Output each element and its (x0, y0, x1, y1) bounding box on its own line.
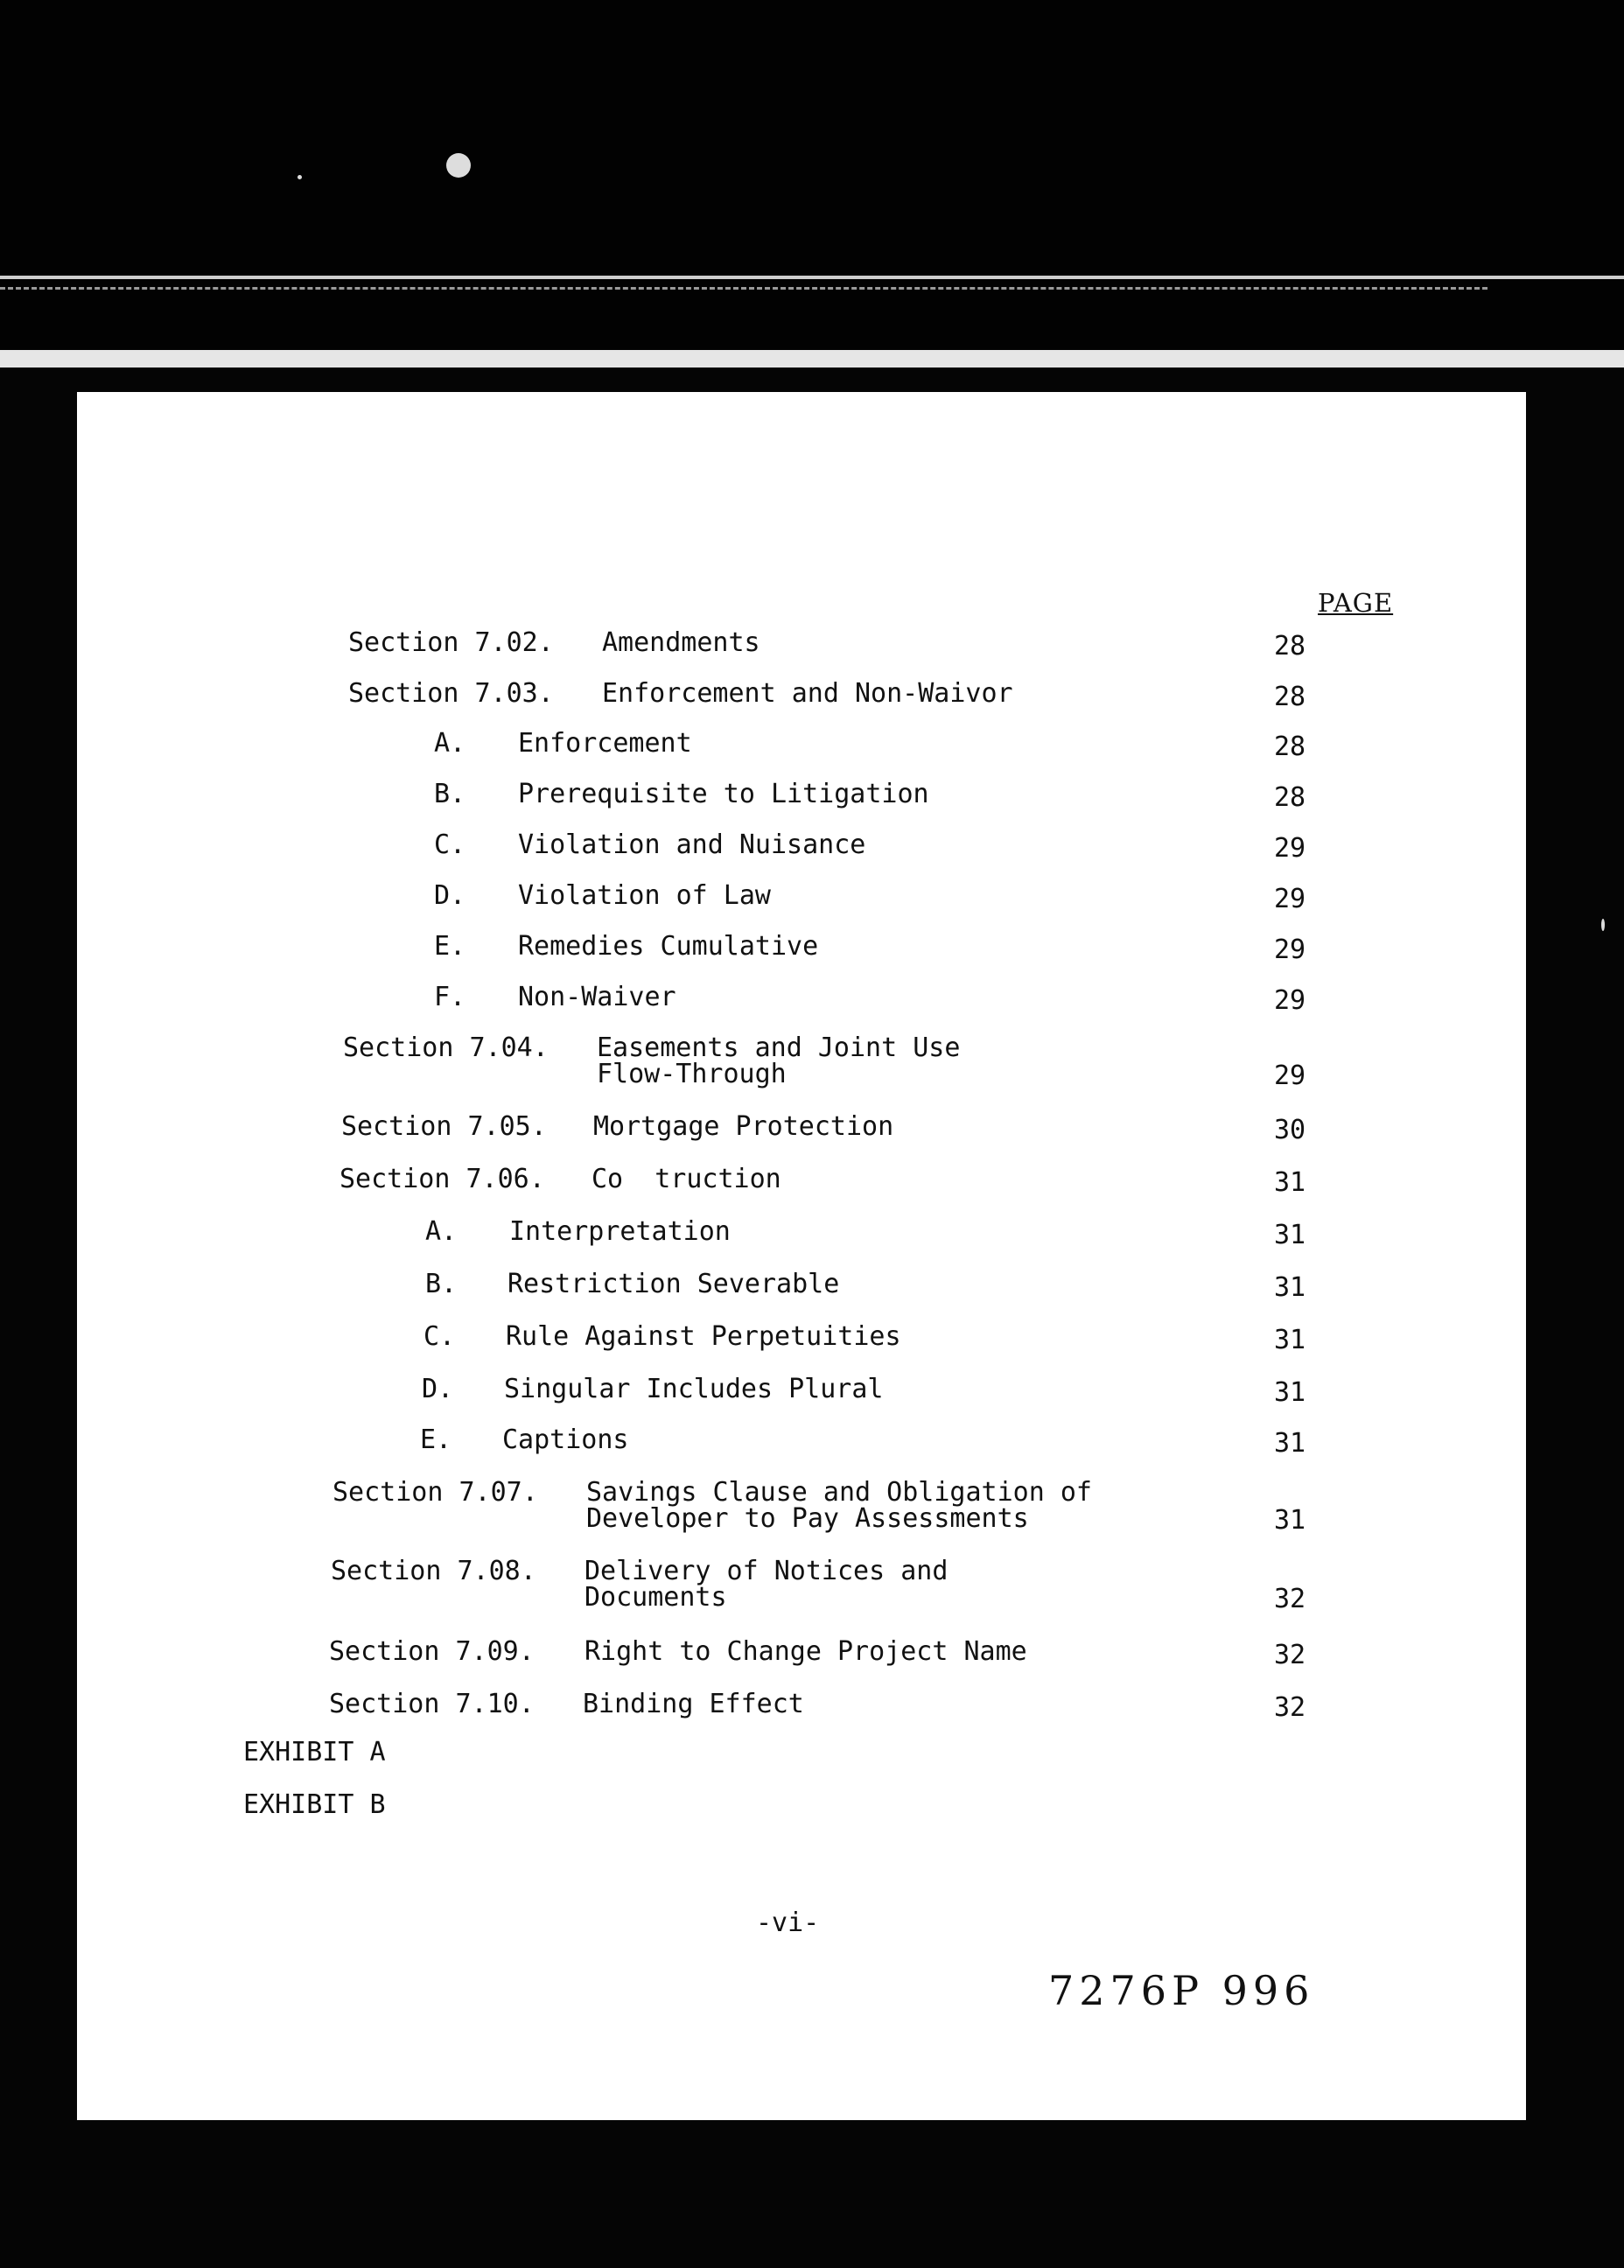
toc-title: Interpretation (509, 1216, 731, 1247)
toc-section-number: E. (434, 931, 466, 962)
toc-section-number: Section 7.02. (348, 627, 554, 658)
toc-section-number: Section 7.05. (341, 1111, 547, 1142)
toc-entry (77, 627, 1526, 682)
toc-title: Co truction (592, 1164, 781, 1194)
toc-entry (77, 984, 1526, 1037)
scan-line (0, 276, 1624, 279)
toc-title: Delivery of Notices and Documents (584, 1556, 948, 1613)
page-number: -vi- (756, 1908, 820, 1938)
toc-entry (77, 1111, 1526, 1166)
toc-entry (77, 1691, 1526, 1744)
toc-entry (77, 832, 1526, 885)
toc-section-number: Section 7.07. (332, 1477, 538, 1508)
toc-section-number: F. (434, 982, 466, 1012)
toc-title: Binding Effect (583, 1689, 804, 1719)
toc-page: 30 (1274, 1115, 1306, 1145)
toc-page: 29 (1274, 1060, 1306, 1091)
exhibit-label: EXHIBIT B (243, 1789, 386, 1820)
toc-title: Savings Clause and Obligation of Developer to Pay Assessments (586, 1477, 1092, 1534)
toc-title: Right to Change Project Name (584, 1636, 1027, 1667)
toc-page: 29 (1274, 934, 1306, 965)
toc-section-number: A. (434, 728, 466, 759)
toc-entry (77, 1216, 1526, 1271)
toc-title: Singular Includes Plural (504, 1374, 884, 1404)
toc-title: Easements and Joint Use Flow-Through (597, 1032, 961, 1089)
toc-entry (77, 1558, 1526, 1637)
toc-title: Restriction Severable (508, 1269, 840, 1299)
toc-entry (77, 880, 1526, 935)
toc-entry (77, 1321, 1526, 1376)
toc-entry (77, 728, 1526, 783)
toc-page: 29 (1274, 985, 1306, 1016)
toc-page: 28 (1274, 732, 1306, 762)
toc-entry (77, 678, 1526, 733)
scan-speck (446, 153, 471, 178)
toc-page: 28 (1274, 682, 1306, 712)
toc-page: 31 (1274, 1377, 1306, 1408)
toc-page: 32 (1274, 1692, 1306, 1723)
toc-page: 31 (1274, 1428, 1306, 1459)
toc-page: 31 (1274, 1505, 1306, 1536)
toc-section-number: C. (424, 1321, 456, 1352)
toc-page: 32 (1274, 1640, 1306, 1670)
toc-entry (77, 781, 1526, 834)
toc-entry (77, 1271, 1526, 1324)
toc-entry (77, 1376, 1526, 1429)
toc-title: Remedies Cumulative (518, 931, 819, 962)
toc-title: Amendments (602, 627, 760, 658)
toc-title: Enforcement (518, 728, 692, 759)
toc-page: 31 (1274, 1272, 1306, 1303)
scan-dashed-line (0, 287, 1488, 290)
toc-title: Mortgage Protection (593, 1111, 894, 1142)
toc-entry (77, 1477, 1526, 1558)
toc-entry (77, 1424, 1526, 1480)
toc-section-number: Section 7.10. (329, 1689, 535, 1719)
toc-section-number: Section 7.03. (348, 678, 554, 709)
recording-stamp: 7276P 996 (1048, 1967, 1315, 2014)
toc-page: 32 (1274, 1584, 1306, 1614)
toc-entry (77, 1636, 1526, 1691)
toc-title: Prerequisite to Litigation (518, 779, 929, 809)
toc-section-number: D. (422, 1374, 454, 1404)
scan-dark-margin (0, 0, 1624, 350)
document-page (77, 392, 1526, 2120)
scan-band (0, 350, 1624, 368)
toc-section-number: C. (434, 830, 466, 860)
toc-entry (77, 931, 1526, 986)
toc-page: 29 (1274, 884, 1306, 914)
toc-section-number: Section 7.08. (331, 1556, 536, 1586)
toc-section-number: B. (434, 779, 466, 809)
scan-speck (1601, 919, 1605, 931)
exhibit-entry (77, 1789, 1526, 1844)
toc-page: 31 (1274, 1325, 1306, 1355)
exhibit-label: EXHIBIT A (243, 1737, 386, 1768)
toc-title: Violation of Law (518, 880, 771, 911)
toc-page: 31 (1274, 1220, 1306, 1250)
toc-page: 28 (1274, 631, 1306, 662)
exhibit-entry (77, 1737, 1526, 1792)
toc-section-number: E. (420, 1424, 452, 1455)
toc-section-number: A. (425, 1216, 458, 1247)
toc-section-number: Section 7.04. (343, 1032, 549, 1063)
toc-page: 29 (1274, 833, 1306, 864)
toc-entry (77, 1166, 1526, 1219)
toc-title: Non-Waiver (518, 982, 676, 1012)
toc-title: Enforcement and Non-Waivor (602, 678, 1013, 709)
toc-entry (77, 1032, 1526, 1114)
toc-title: Captions (502, 1424, 629, 1455)
toc-section-number: B. (425, 1269, 458, 1299)
toc-title: Violation and Nuisance (518, 830, 866, 860)
toc-page: 31 (1274, 1167, 1306, 1198)
toc-section-number: D. (434, 880, 466, 911)
toc-section-number: Section 7.06. (340, 1164, 545, 1194)
toc-section-number: Section 7.09. (329, 1636, 535, 1667)
scan-speck (298, 175, 302, 179)
toc-title: Rule Against Perpetuities (506, 1321, 901, 1352)
page-column-header: PAGE (1318, 588, 1394, 618)
toc-page: 28 (1274, 782, 1306, 813)
